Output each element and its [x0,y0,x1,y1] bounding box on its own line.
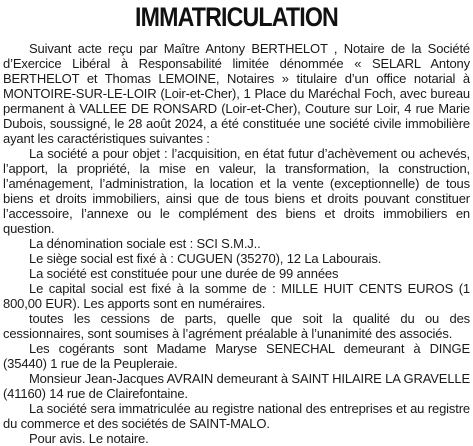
comanager-2-paragraph: Monsieur Jean-Jacques AVRAIN demeurant à SAINT HILAIRE LA GRAVELLE (41160) 14 rue de Clairefontaine. [3,371,470,401]
registration-paragraph: La société sera immatriculée au registre national des entreprises et au registre du commerce et des sociétés de SAINT-MALO. [3,401,470,431]
company-name-paragraph: La dénomination sociale est : SCI S.M.J.. [29,236,261,251]
share-transfer-paragraph: toutes les cessions de parts, quelle que soit la qualité du ou des cessionnaires, sont soumises à l’agrément préalable à l’unanimité des associés. [3,311,470,341]
notice-title: IMMATRICULATION [135,2,338,32]
notice-intro-paragraph: Suivant acte reçu par Maître Antony BERTHELOT , Notaire de la Société d’Exercice Libéral à Responsabilité limitée dénommée « SELARL Antony BERTHELOT et Thomas LEMOINE, Notaires » titulaire d’un office notarial à MONTOIRE-SUR-LE-LOIR (Loir-et-Cher), 1 Place du Maréchal Foch, avec bureau permanent à VALLEE DE RONSARD (Loir-et-Cher), Couture sur Loir, 4 rue Marie Dubois, soussigné, le 28 août 2024, a été constituée une société civile immobilière ayant les caractéristiques suivantes : [3,41,470,146]
company-purpose-paragraph: La société a pour objet : l’acquisition, en état futur d’achèvement ou achevés, l’apport, la propriété, la mise en valeur, la transformation, la construction, l’aménagement, l’administration, la location et la vente (exceptionnelle) de tous biens et droits immobiliers, ainsi que de tous biens et droits pouvant constituer l’accessoire, l’annexe ou le complément des biens et droits immobiliers en question. [3,146,470,236]
closing-signature: Pour avis. Le notaire. [29,431,149,446]
duration-paragraph: La société est constituée pour une durée de 99 années [29,266,339,281]
registered-office-paragraph: Le siège social est fixé à : CUGUEN (35270), 12 La Labourais. [29,251,382,266]
comanager-1-paragraph: Les cogérants sont Madame Maryse SENECHAL demeurant à DINGE (35440) 1 rue de la Peupleraie. [3,341,470,371]
legal-notice [3,0,470,446]
share-capital-paragraph: Le capital social est fixé à la somme de : MILLE HUIT CENTS EUROS (1 800,00 EUR). Les apports sont en numéraires. [3,281,470,311]
